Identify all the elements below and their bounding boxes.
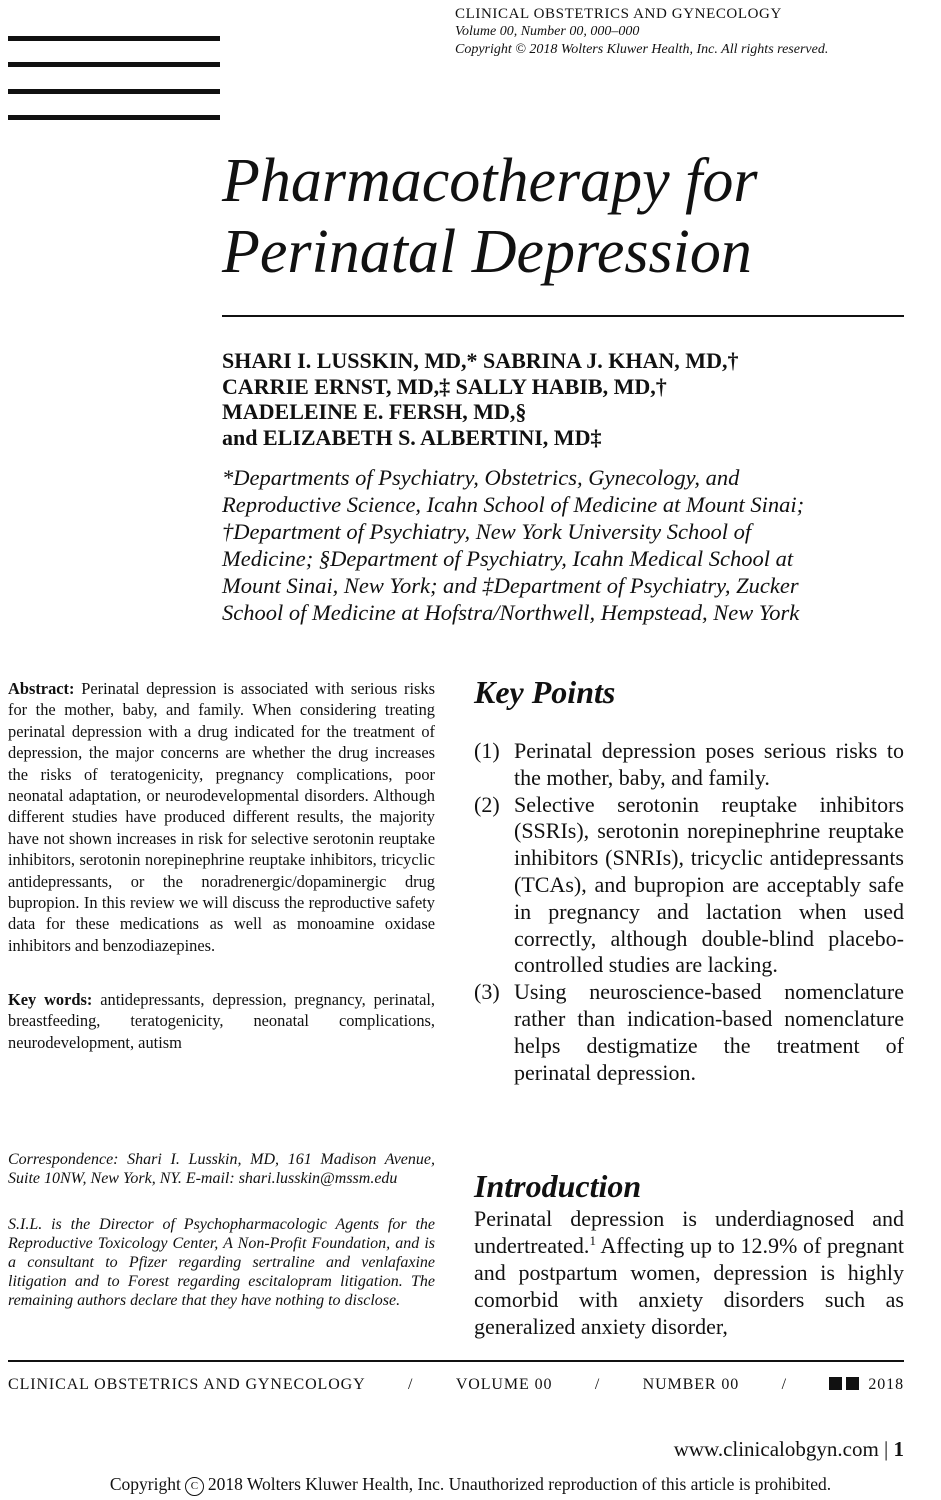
correspondence-note: Correspondence: Shari I. Lusskin, MD, 161 Madison Avenue, Suite 10NW, New York, NY. E-mail: shari.lusskin@mssm.edu	[8, 1151, 435, 1187]
key-point-text: Using neuroscience-based nomenclature rather than indication-based nomenclature helps destigmatize the treatment of perinatal depression.	[514, 979, 904, 1085]
footer-year-group	[829, 1376, 904, 1394]
page-separator: |	[884, 1437, 889, 1461]
keywords-label: Key words:	[8, 990, 93, 1009]
key-points-list	[474, 738, 904, 1086]
author-line: CARRIE ERNST, MD,‡ SALLY HABIB, MD,†	[222, 373, 667, 399]
header-bar	[8, 36, 220, 41]
key-point-text: Selective serotonin reuptake inhibitors (SSRIs), serotonin norepinephrine reuptake inhibitors (SNRIs), tricyclic antidepressants (TCAs), and bupropion are acceptably safe in pregnancy and lactation when used correctly, although double-blind placebo-controlled studies are lacking.	[514, 791, 904, 978]
copyright-text: 2018 Wolters Kluwer Health, Inc. Unauthorized reproduction of this article is prohibited.	[207, 1474, 832, 1494]
introduction-heading: Introduction	[474, 1168, 642, 1204]
copyright-icon: C	[185, 1477, 204, 1496]
author-line: and ELIZABETH S. ALBERTINI, MD‡	[222, 424, 602, 450]
footer-volume: VOLUME 00	[455, 1376, 553, 1393]
affiliation-line: Reproductive Science, Icahn School of Medicine at Mount Sinai;	[222, 492, 805, 517]
square-icon	[846, 1377, 859, 1390]
footer-divider	[8, 1360, 904, 1362]
footer-separator: /	[594, 1376, 601, 1393]
title-line: Perinatal Depression	[222, 218, 752, 286]
journal-name: CLINICAL OBSTETRICS AND GYNECOLOGY	[455, 6, 782, 22]
copyright-word: Copyright	[109, 1474, 181, 1494]
key-point-number: (1)	[474, 738, 500, 763]
affiliation-line: Mount Sinai, New York; and ‡Department of Psychiatry, Zucker	[222, 573, 799, 598]
key-points-heading: Key Points	[474, 674, 616, 710]
copyright-footer	[0, 1474, 941, 1496]
abstract-text: Perinatal depression is associated with serious risks for the mother, baby, and family. When considering treating perinatal depression with a drug indicated for the treatment of depression, the major concerns are whether the drug increases the risks of teratogenicity, pregnancy complications, poor neonatal adaptation, or neurodevelopmental disorders. Although different studies have produced different results, the majority have not shown increases in risk for selective serotonin reuptake inhibitors, serotonin norepinephrine reuptake inhibitors, tricyclic antidepressants, or the noradrenergic/dopaminergic drug bupropion. In this review we will discuss the reproductive safety data for these medications as well as monoamine oxidase inhibitors and benzodiazepines.	[8, 679, 435, 955]
intro-sentence: Perinatal depression is underdiagnosed and undertreated.	[474, 1206, 904, 1258]
abstract-label: Abstract:	[8, 679, 75, 698]
key-point-item	[474, 979, 904, 1086]
title-line: Pharmacotherapy for	[222, 147, 758, 215]
author-line: SHARI I. LUSSKIN, MD,* SABRINA J. KHAN, MD,†	[222, 348, 739, 373]
key-point-text: Perinatal depression poses serious risks to the mother, baby, and family.	[514, 738, 904, 790]
author-list	[222, 348, 922, 450]
disclosure-note: S.I.L. is the Director of Psychopharmacologic Agents for the Reproductive Toxicology Center, A Non-Profit Foundation, and is a consultant to Pfizer regarding sertraline and venlafaxine litigation and to Forest regarding escitalopram litigation. The remaining authors declare that they have nothing to disclose.	[8, 1216, 435, 1309]
author-line: MADELEINE E. FERSH, MD,§	[222, 399, 527, 424]
article-title	[222, 146, 922, 288]
affiliation-line: *Departments of Psychiatry, Obstetrics, Gynecology, and	[222, 465, 740, 490]
footer-number: NUMBER 00	[642, 1376, 740, 1393]
key-point-item	[474, 738, 904, 792]
key-point-number: (3)	[474, 979, 500, 1005]
introduction-text	[474, 1205, 904, 1340]
footer-separator: /	[781, 1376, 788, 1393]
header-bar	[8, 62, 220, 67]
keywords-text: antidepressants, depression, pregnancy, perinatal, breastfeeding, teratogenicity, neonatal complications, neurodevelopment, autism	[8, 990, 436, 1052]
affiliation-line: Medicine; §Department of Psychiatry, Icahn Medical School at	[222, 546, 794, 571]
title-divider	[222, 315, 904, 317]
page-number: 1	[893, 1437, 904, 1461]
journal-header	[455, 5, 935, 59]
affiliation-line: †Department of Psychiatry, New York University School of	[222, 519, 752, 544]
journal-url[interactable]: www.clinicalobgyn.com	[673, 1437, 879, 1461]
intro-continuation: Affecting up to 12.9% of pregnant and postpartum women, depression is highly comorbid with anxiety disorders such as generalized anxiety disorder,	[474, 1233, 904, 1339]
header-bar	[8, 115, 220, 120]
affiliations	[222, 464, 922, 626]
header-bar	[8, 89, 220, 94]
affiliation-line: School of Medicine at Hofstra/Northwell, Hempstead, New York	[222, 600, 800, 625]
copyright-line: Copyright © 2018 Wolters Kluwer Health, Inc. All rights reserved.	[455, 42, 829, 57]
footer-journal: CLINICAL OBSTETRICS AND GYNECOLOGY	[8, 1376, 366, 1393]
abstract	[8, 678, 435, 956]
key-point-number: (2)	[474, 791, 500, 817]
running-footer	[8, 1376, 904, 1394]
footer-year: 2018	[868, 1376, 904, 1393]
page-footer-url	[674, 1437, 904, 1462]
keywords	[8, 989, 435, 1053]
volume-line: Volume 00, Number 00, 000–000	[455, 24, 640, 39]
square-icon	[829, 1377, 842, 1390]
key-point-item	[474, 792, 904, 980]
reference-marker[interactable]: 1	[589, 1233, 596, 1248]
footer-separator: /	[408, 1376, 414, 1393]
